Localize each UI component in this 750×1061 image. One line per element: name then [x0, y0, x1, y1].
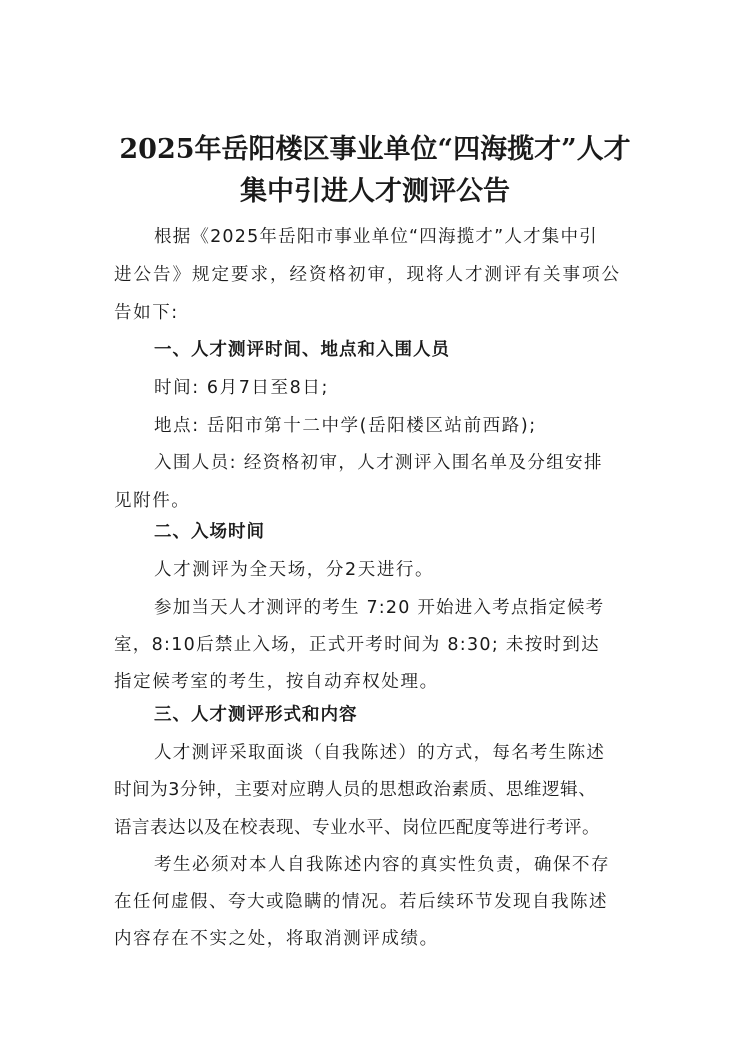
section-3-paragraph-2-line-3: 内容存在不实之处，将取消测评成绩。: [114, 929, 439, 949]
section-3-heading: 三、人才测评形式和内容: [154, 705, 358, 725]
section-2-paragraph-2-line-2: 室，8:10后禁止入场，正式开考时间为 8:30; 未按时到达: [114, 635, 600, 655]
section-3-paragraph-1-line-3: 语言表达以及在校表现、专业水平、岗位匹配度等进行考评。: [114, 818, 600, 838]
section-3-paragraph-1-line-1: 人才测评采取面谈（自我陈述）的方式，每名考生陈述: [154, 743, 606, 763]
section-3-paragraph-2-line-2: 在任何虚假、夸大或隐瞒的情况。若后续环节发现自我陈述: [114, 892, 608, 912]
document-title-line-2: 集中引进人才测评公告: [240, 176, 510, 207]
section-2-paragraph-2-line-1: 参加当天人才测评的考生 7:20 开始进入考点指定候考: [154, 598, 605, 618]
section-1-shortlist-line-2: 见附件。: [114, 491, 191, 511]
section-1-place: 地点: 岳阳市第十二中学(岳阳楼区站前西路);: [154, 416, 537, 436]
intro-line-2: 进公告》规定要求，经资格初审，现将人才测评有关事项公: [114, 265, 621, 285]
section-2-paragraph-2-line-3: 指定候考室的考生，按自动弃权处理。: [114, 672, 439, 692]
section-2-paragraph-1: 人才测评为全天场，分2天进行。: [154, 560, 435, 580]
section-1-heading: 一、人才测评时间、地点和入围人员: [154, 340, 450, 360]
section-3-paragraph-2-line-1: 考生必须对本人自我陈述内容的真实性负责，确保不存: [154, 855, 610, 875]
intro-line-3: 告如下:: [114, 303, 179, 323]
document-title-line-1: 2025年岳阳楼区事业单位“四海揽才”人才: [119, 134, 631, 165]
section-2-heading: 二、入场时间: [154, 522, 265, 542]
section-1-shortlist-line-1: 入围人员: 经资格初审，人才测评入围名单及分组安排: [154, 453, 603, 473]
section-1-time: 时间: 6月7日至8日;: [154, 378, 329, 398]
section-3-paragraph-1-line-2: 时间为3分钟，主要对应聘人员的思想政治素质、思维逻辑、: [114, 780, 597, 800]
intro-line-1: 根据《2025年岳阳市事业单位“四海揽才”人才集中引: [154, 227, 598, 247]
